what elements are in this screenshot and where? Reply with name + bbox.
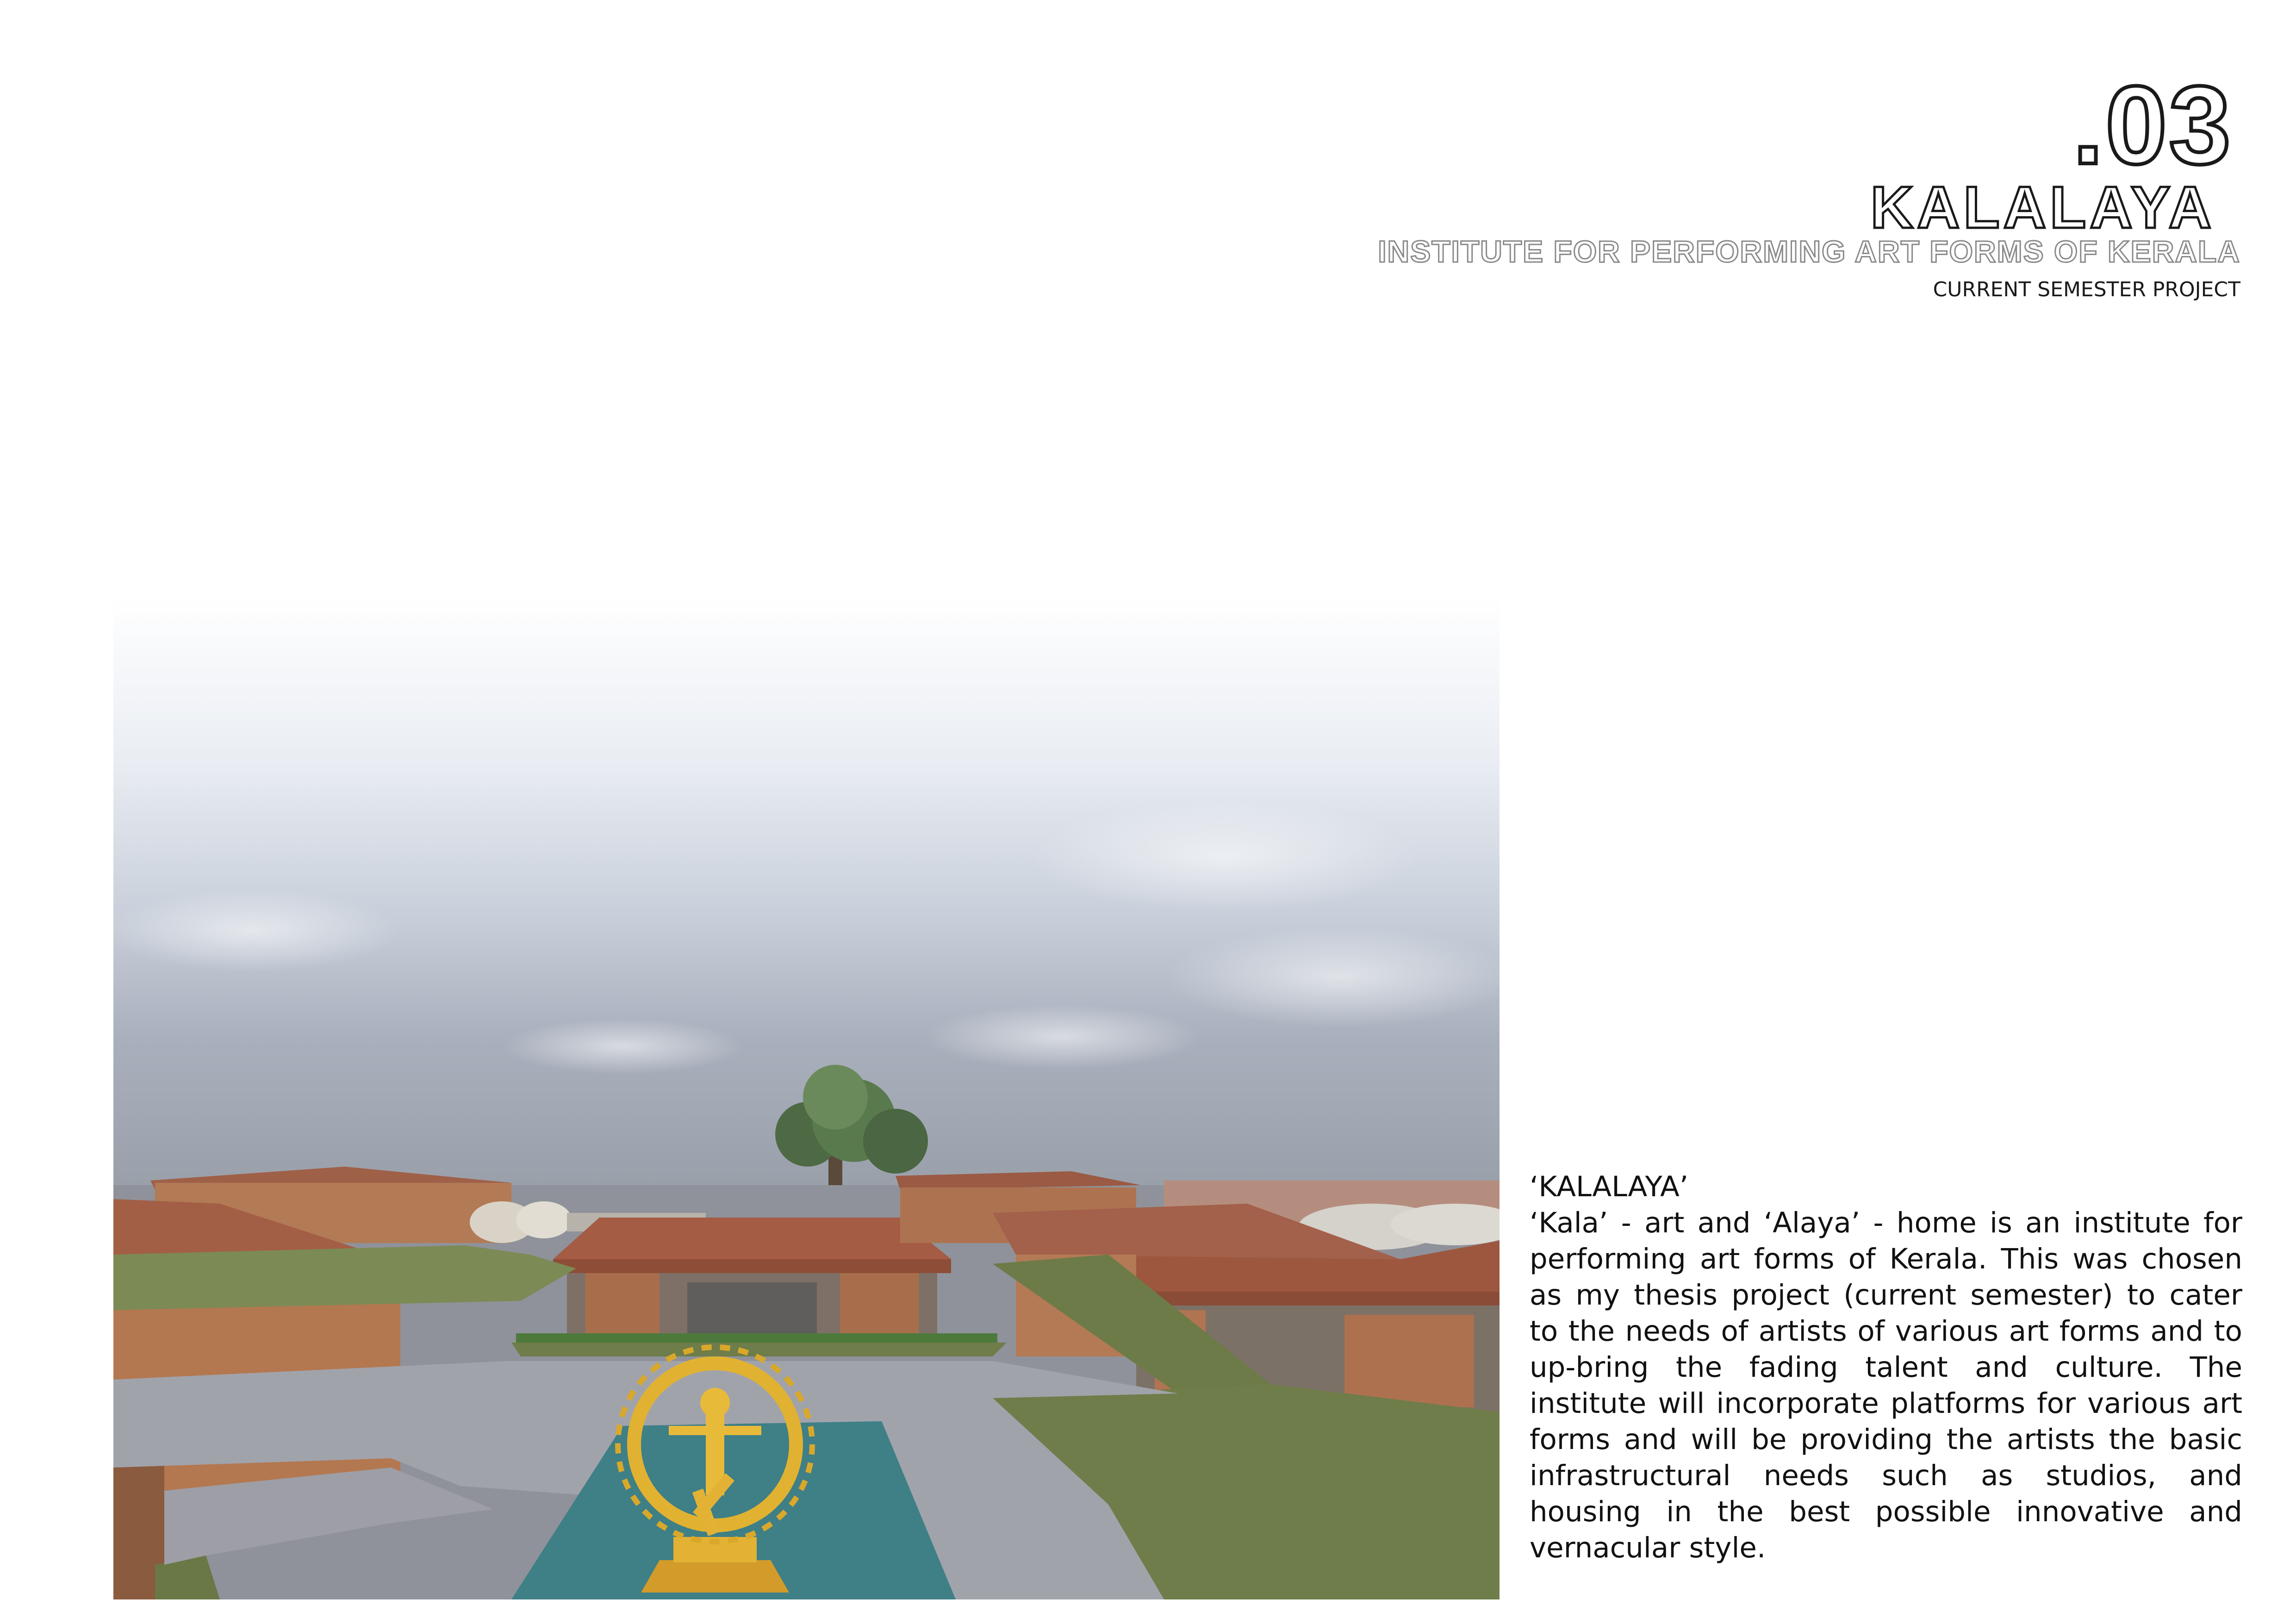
cloud [1164,926,1500,1028]
cloud [1030,801,1419,912]
cloud [502,1018,743,1074]
project-subtitle: INSTITUTE FOR PERFORMING ART FORMS OF KERALA [1378,234,2240,269]
description-body: ‘Kala’ - art and ‘Alaya’ - home is an institute for performing art forms of Kerala. This was chosen as my thesis project (current semester) to cater to the needs of artists of various art forms and to up-bring the fading talent and culture. The institute will incorporate platforms for various art forms and will be providing the artists the basic infrastructural needs such as studios, and housing in the best possible innovative and vernacular style. [1530,1206,2242,1564]
cloud [923,1005,1201,1069]
description-heading: ‘KALALAYA’ [1530,1170,1689,1203]
project-tag: CURRENT SEMESTER PROJECT [1933,278,2240,301]
campus-render-image [113,597,1500,1599]
lawn [113,1245,576,1310]
central-pavilion [553,1218,951,1338]
page-number: .03 [2072,63,2233,187]
project-description [1530,1169,2242,1566]
lawn [511,1343,1007,1356]
cloud [113,889,400,972]
project-title: KALALAYA [1870,175,2215,241]
